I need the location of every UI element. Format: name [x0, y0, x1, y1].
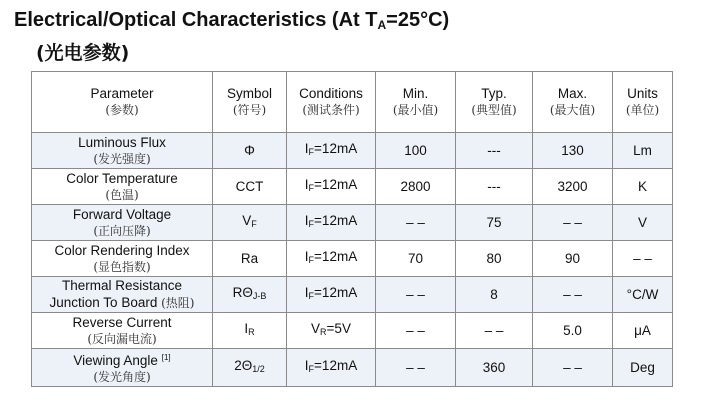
cell-unit: – – [613, 241, 673, 277]
condition-subscript: F [308, 255, 315, 265]
cell-conditions: $V_R=5V$ [287, 313, 376, 349]
cell-unit: °C/W [613, 277, 673, 313]
cell-parameter [32, 313, 213, 349]
header-max: Max. (最大值) [533, 72, 613, 133]
cell-max: – – [533, 277, 613, 313]
characteristics-table [31, 71, 673, 387]
cell-parameter [32, 205, 213, 241]
cell-symbol: $V_F$ [213, 205, 287, 241]
symbol-subscript: F [251, 219, 257, 229]
parameter-chinese: (反向漏电流) [87, 331, 157, 346]
cell-unit: μA [613, 313, 673, 349]
page-title [14, 9, 449, 32]
cell-conditions: $I_F=12mA$ [287, 205, 376, 241]
cell-parameter [32, 277, 213, 313]
condition-subscript: F [308, 219, 315, 229]
cell-typ: 360 [456, 349, 533, 387]
parameter-chinese: (热阻) [161, 296, 195, 310]
header-min: Min. (最小值) [376, 72, 456, 133]
symbol-subscript: 1/2 [252, 364, 265, 374]
cell-min: 2800 [376, 169, 456, 205]
condition-subscript: F [308, 183, 315, 193]
table-row [32, 277, 673, 313]
header-parameter: Parameter (参数) [32, 72, 213, 133]
cell-max: 5.0 [533, 313, 613, 349]
cell-min: 100 [376, 133, 456, 169]
cell-unit: K [613, 169, 673, 205]
cell-min: 70 [376, 241, 456, 277]
cell-max: 3200 [533, 169, 613, 205]
cell-typ: 75 [456, 205, 533, 241]
parameter-chinese: (发光角度) [93, 370, 151, 384]
table-row [32, 349, 673, 387]
title-subscript: A [377, 18, 387, 32]
cell-symbol: CCT [213, 169, 287, 205]
cell-min: – – [376, 277, 456, 313]
cell-conditions: $I_F=12mA$ [287, 277, 376, 313]
cell-max: 90 [533, 241, 613, 277]
parameter-name: Luminous Flux [78, 134, 166, 150]
condition-subscript: R [320, 327, 327, 337]
cell-typ: --- [456, 133, 533, 169]
parameter-chinese: (显色指数) [93, 259, 151, 274]
cell-parameter [32, 133, 213, 169]
symbol-subscript: J-B [252, 291, 267, 301]
header-symbol: Symbol (符号) [213, 72, 287, 133]
cell-min: – – [376, 313, 456, 349]
cell-symbol: $2\Theta_{1/2}$ [213, 349, 287, 387]
cell-unit: Lm [613, 133, 673, 169]
cell-symbol: Φ [213, 133, 287, 169]
cell-typ: – – [456, 313, 533, 349]
title-suffix: =25°C) [386, 9, 450, 31]
parameter-name: Color Rendering Index [54, 242, 190, 258]
table-header-row [32, 72, 673, 133]
cell-min: – – [376, 205, 456, 241]
cell-conditions: $I_F=12mA$ [287, 133, 376, 169]
title-prefix: Electrical/Optical Characteristics (At T [14, 9, 378, 31]
parameter-name: Thermal Resistance [61, 278, 183, 293]
header-typ: Typ. (典型值) [456, 72, 533, 133]
cell-max: 130 [533, 133, 613, 169]
cell-symbol: $I_R$ [213, 313, 287, 349]
cell-min: – – [376, 349, 456, 387]
table-row [32, 133, 673, 169]
header-units: Units (单位) [613, 72, 673, 133]
parameter-name-line2: Junction To Board [49, 295, 158, 310]
cell-unit: V [613, 205, 673, 241]
table-row [32, 241, 673, 277]
cell-max: – – [533, 349, 613, 387]
symbol-subscript: R [248, 327, 255, 337]
condition-subscript: F [308, 364, 315, 374]
condition-subscript: F [308, 147, 315, 157]
page-subtitle: (光电参数) [36, 42, 130, 64]
cell-symbol: Ra [213, 241, 287, 277]
cell-unit: Deg [613, 349, 673, 387]
parameter-name: Color Temperature [66, 170, 178, 186]
table-row [32, 169, 673, 205]
table-row [32, 205, 673, 241]
cell-parameter [32, 349, 213, 387]
cell-max: – – [533, 205, 613, 241]
parameter-chinese: (发光强度) [93, 151, 151, 166]
cell-parameter [32, 169, 213, 205]
cell-symbol: $R\Theta_{J-B}$ [213, 277, 287, 313]
cell-parameter [32, 241, 213, 277]
parameter-name: Viewing Angle [73, 353, 158, 368]
cell-typ: --- [456, 169, 533, 205]
parameter-name: Forward Voltage [72, 206, 172, 222]
table-row [32, 313, 673, 349]
parameter-name: Reverse Current [72, 314, 172, 330]
parameter-chinese: (正向压降) [93, 223, 151, 238]
cell-typ: 8 [456, 277, 533, 313]
cell-conditions: $I_F=12mA$ [287, 241, 376, 277]
cell-conditions: $I_F=12mA$ [287, 169, 376, 205]
cell-conditions: $I_F=12mA$ [287, 349, 376, 387]
footnote-ref: [1] [161, 353, 171, 362]
cell-typ: 80 [456, 241, 533, 277]
parameter-chinese: (色温) [105, 187, 139, 202]
condition-subscript: F [308, 291, 315, 301]
header-conditions: Conditions (测试条件) [287, 72, 376, 133]
